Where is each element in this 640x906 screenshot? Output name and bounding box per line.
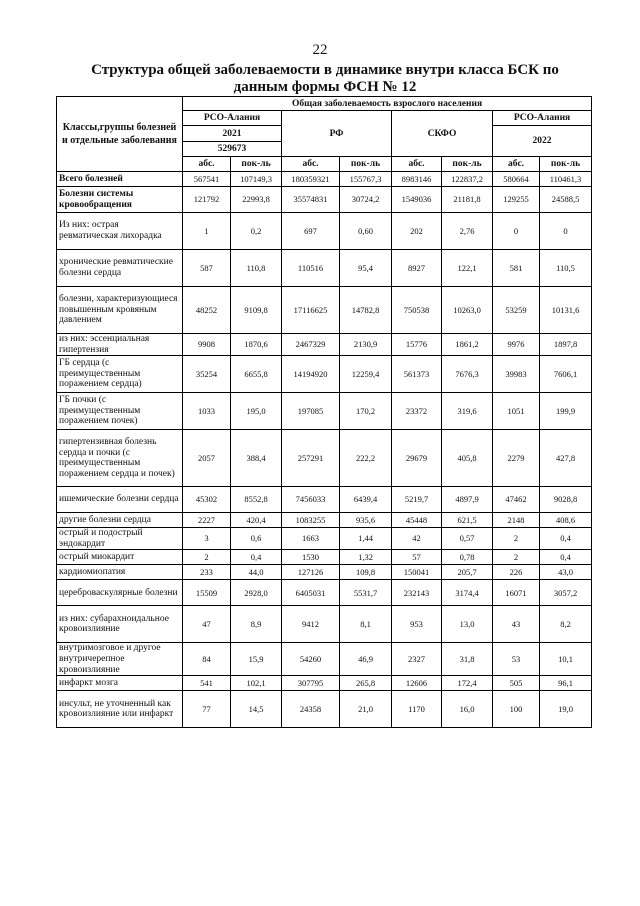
value-cell: 150041 (392, 565, 442, 580)
value-cell: 0,60 (340, 213, 392, 250)
value-cell: 0,4 (540, 550, 592, 565)
table-row (57, 393, 592, 430)
value-cell: 420,4 (231, 513, 282, 528)
value-cell: 9109,8 (231, 287, 282, 334)
row-label: ишемические болезни сердца (57, 487, 183, 513)
row-label: кардиомиопатия (57, 565, 183, 580)
value-cell: 10131,6 (540, 287, 592, 334)
value-cell: 48252 (183, 287, 231, 334)
value-cell: 567541 (183, 172, 231, 187)
value-cell: 697 (282, 213, 340, 250)
value-cell: 77 (183, 691, 231, 728)
table-row (57, 691, 592, 728)
value-cell: 2467329 (282, 334, 340, 356)
value-cell: 8983146 (392, 172, 442, 187)
table-row (57, 528, 592, 550)
value-cell: 6439,4 (340, 487, 392, 513)
table-row (57, 487, 592, 513)
row-label: Болезни системы кровообращения (57, 187, 183, 213)
value-cell: 121792 (183, 187, 231, 213)
value-cell: 226 (493, 565, 540, 580)
row-label: инфаркт мозга (57, 676, 183, 691)
value-cell: 21181,8 (442, 187, 493, 213)
value-cell: 1897,8 (540, 334, 592, 356)
value-cell: 3174,4 (442, 580, 493, 606)
header-abs: абс. (392, 157, 442, 172)
value-cell: 4897,9 (442, 487, 493, 513)
table-row (57, 213, 592, 250)
value-cell: 122837,2 (442, 172, 493, 187)
table-row (57, 334, 592, 356)
value-cell: 561373 (392, 356, 442, 393)
header-pok: пок-ль (540, 157, 592, 172)
value-cell: 47462 (493, 487, 540, 513)
value-cell: 102,1 (231, 676, 282, 691)
value-cell: 1,32 (340, 550, 392, 565)
value-cell: 122,1 (442, 250, 493, 287)
value-cell: 935,6 (340, 513, 392, 528)
value-cell: 1663 (282, 528, 340, 550)
value-cell: 39983 (493, 356, 540, 393)
value-cell: 170,2 (340, 393, 392, 430)
value-cell: 12259,4 (340, 356, 392, 393)
value-cell: 750538 (392, 287, 442, 334)
value-cell: 47 (183, 606, 231, 643)
value-cell: 319,6 (442, 393, 493, 430)
value-cell: 232143 (392, 580, 442, 606)
header-abs: абс. (183, 157, 231, 172)
value-cell: 1033 (183, 393, 231, 430)
value-cell: 43 (493, 606, 540, 643)
value-cell: 1051 (493, 393, 540, 430)
table-row (57, 606, 592, 643)
value-cell: 109,8 (340, 565, 392, 580)
value-cell: 30724,2 (340, 187, 392, 213)
value-cell: 54260 (282, 643, 340, 676)
value-cell: 45448 (392, 513, 442, 528)
value-cell: 505 (493, 676, 540, 691)
value-cell: 3 (183, 528, 231, 550)
value-cell: 1,44 (340, 528, 392, 550)
value-cell: 96,1 (540, 676, 592, 691)
table-body (57, 172, 592, 728)
value-cell: 0,57 (442, 528, 493, 550)
value-cell: 1083255 (282, 513, 340, 528)
table-row (57, 287, 592, 334)
value-cell: 53259 (493, 287, 540, 334)
value-cell: 46,9 (340, 643, 392, 676)
value-cell: 222,2 (340, 430, 392, 487)
value-cell: 129255 (493, 187, 540, 213)
value-cell: 580664 (493, 172, 540, 187)
row-label: Всего болезней (57, 172, 183, 187)
value-cell: 155767,3 (340, 172, 392, 187)
value-cell: 2928,0 (231, 580, 282, 606)
value-cell: 35574831 (282, 187, 340, 213)
row-label: другие болезни сердца (57, 513, 183, 528)
value-cell: 10263,0 (442, 287, 493, 334)
value-cell: 541 (183, 676, 231, 691)
row-label: внутримозговое и другое внутричерепное кровоизлияние (57, 643, 183, 676)
value-cell: 107149,3 (231, 172, 282, 187)
value-cell: 10,1 (540, 643, 592, 676)
value-cell: 205,7 (442, 565, 493, 580)
document-title (60, 62, 590, 96)
table-row (57, 580, 592, 606)
value-cell: 2327 (392, 643, 442, 676)
header-region-right: РСО-Алания (493, 111, 592, 126)
value-cell: 110461,3 (540, 172, 592, 187)
value-cell: 110516 (282, 250, 340, 287)
value-cell: 0,6 (231, 528, 282, 550)
header-skfo: СКФО (392, 111, 493, 157)
value-cell: 5219,7 (392, 487, 442, 513)
row-label: острый миокардит (57, 550, 183, 565)
row-label: хронические ревматические болезни сердца (57, 250, 183, 287)
value-cell: 95,4 (340, 250, 392, 287)
value-cell: 14,5 (231, 691, 282, 728)
value-cell: 2057 (183, 430, 231, 487)
header-pok: пок-ль (340, 157, 392, 172)
value-cell: 388,4 (231, 430, 282, 487)
value-cell: 2 (183, 550, 231, 565)
value-cell: 16,0 (442, 691, 493, 728)
value-cell: 307795 (282, 676, 340, 691)
header-abs: абс. (282, 157, 340, 172)
value-cell: 21,0 (340, 691, 392, 728)
value-cell: 17116625 (282, 287, 340, 334)
value-cell: 100 (493, 691, 540, 728)
table-row (57, 565, 592, 580)
value-cell: 405,8 (442, 430, 493, 487)
value-cell: 2 (493, 550, 540, 565)
header-rf: РФ (282, 111, 392, 157)
value-cell: 621,5 (442, 513, 493, 528)
value-cell: 6655,8 (231, 356, 282, 393)
value-cell: 427,8 (540, 430, 592, 487)
value-cell: 8927 (392, 250, 442, 287)
row-label: ГБ сердца (с преимущественным поражением сердца) (57, 356, 183, 393)
value-cell: 408,6 (540, 513, 592, 528)
header-region-left: РСО-Алания (183, 111, 282, 126)
header-pok: пок-ль (442, 157, 493, 172)
value-cell: 15776 (392, 334, 442, 356)
value-cell: 8552,8 (231, 487, 282, 513)
value-cell: 6405031 (282, 580, 340, 606)
table-row (57, 250, 592, 287)
table-row (57, 172, 592, 187)
value-cell: 180359321 (282, 172, 340, 187)
value-cell: 1870,6 (231, 334, 282, 356)
value-cell: 15,9 (231, 643, 282, 676)
header-year-right: 2022 (493, 126, 592, 157)
value-cell: 8,1 (340, 606, 392, 643)
table-row (57, 643, 592, 676)
header-pok: пок-ль (231, 157, 282, 172)
value-cell: 265,8 (340, 676, 392, 691)
header-group-title: Общая заболеваемость взрослого населения (183, 97, 592, 111)
value-cell: 13,0 (442, 606, 493, 643)
value-cell: 2130,9 (340, 334, 392, 356)
value-cell: 23372 (392, 393, 442, 430)
value-cell: 110,8 (231, 250, 282, 287)
value-cell: 16071 (493, 580, 540, 606)
morbidity-table (56, 96, 592, 728)
value-cell: 24588,5 (540, 187, 592, 213)
table-row (57, 187, 592, 213)
row-label: цереброваскулярные болезни (57, 580, 183, 606)
value-cell: 44,0 (231, 565, 282, 580)
value-cell: 31,8 (442, 643, 493, 676)
value-cell: 195,0 (231, 393, 282, 430)
value-cell: 45302 (183, 487, 231, 513)
value-cell: 15509 (183, 580, 231, 606)
value-cell: 43,0 (540, 565, 592, 580)
row-label: инсульт, не уточненный как кровоизлияние или инфаркт (57, 691, 183, 728)
value-cell: 581 (493, 250, 540, 287)
table-row (57, 513, 592, 528)
value-cell: 35254 (183, 356, 231, 393)
row-label: Из них: острая ревматическая лихорадка (57, 213, 183, 250)
row-label: ГБ почки (с преимущественным поражением почек) (57, 393, 183, 430)
value-cell: 2227 (183, 513, 231, 528)
value-cell: 2148 (493, 513, 540, 528)
table-row (57, 550, 592, 565)
value-cell: 0 (493, 213, 540, 250)
value-cell: 2279 (493, 430, 540, 487)
value-cell: 42 (392, 528, 442, 550)
value-cell: 9976 (493, 334, 540, 356)
value-cell: 0,2 (231, 213, 282, 250)
table-row (57, 356, 592, 393)
header-abs: абс. (493, 157, 540, 172)
value-cell: 29679 (392, 430, 442, 487)
value-cell: 1530 (282, 550, 340, 565)
value-cell: 9028,8 (540, 487, 592, 513)
value-cell: 0,4 (231, 550, 282, 565)
value-cell: 19,0 (540, 691, 592, 728)
title-line-1: Структура общей заболеваемости в динамике внутри класса БСК по (91, 62, 559, 78)
value-cell: 1549036 (392, 187, 442, 213)
value-cell: 0,78 (442, 550, 493, 565)
row-label: из них: эссенциальная гипертензия (57, 334, 183, 356)
table-row (57, 430, 592, 487)
value-cell: 5531,7 (340, 580, 392, 606)
value-cell: 199,9 (540, 393, 592, 430)
value-cell: 9412 (282, 606, 340, 643)
value-cell: 84 (183, 643, 231, 676)
value-cell: 8,2 (540, 606, 592, 643)
value-cell: 22993,8 (231, 187, 282, 213)
value-cell: 7606,1 (540, 356, 592, 393)
value-cell: 172,4 (442, 676, 493, 691)
value-cell: 24358 (282, 691, 340, 728)
row-label: острый и подострый эндокардит (57, 528, 183, 550)
value-cell: 12606 (392, 676, 442, 691)
table-header (57, 97, 592, 172)
value-cell: 587 (183, 250, 231, 287)
value-cell: 197085 (282, 393, 340, 430)
page-number: 22 (312, 42, 328, 58)
value-cell: 7456033 (282, 487, 340, 513)
value-cell: 3057,2 (540, 580, 592, 606)
value-cell: 57 (392, 550, 442, 565)
value-cell: 953 (392, 606, 442, 643)
value-cell: 7676,3 (442, 356, 493, 393)
value-cell: 9908 (183, 334, 231, 356)
header-year-left: 2021 (183, 126, 282, 142)
value-cell: 53 (493, 643, 540, 676)
value-cell: 202 (392, 213, 442, 250)
value-cell: 0 (540, 213, 592, 250)
value-cell: 14782,8 (340, 287, 392, 334)
title-line-2: данным формы ФСН № 12 (233, 79, 417, 95)
value-cell: 0,4 (540, 528, 592, 550)
value-cell: 8,9 (231, 606, 282, 643)
value-cell: 1861,2 (442, 334, 493, 356)
value-cell: 110,5 (540, 250, 592, 287)
value-cell: 233 (183, 565, 231, 580)
table-row (57, 676, 592, 691)
value-cell: 2 (493, 528, 540, 550)
value-cell: 1170 (392, 691, 442, 728)
header-corner-cell: Классы,группы болезней и отдельные заболевания (57, 97, 183, 172)
row-label: гипертензивная болезнь сердца и почки (с преимущественным поражением сердца и почек) (57, 430, 183, 487)
value-cell: 257291 (282, 430, 340, 487)
value-cell: 127126 (282, 565, 340, 580)
value-cell: 14194920 (282, 356, 340, 393)
header-population-left: 529673 (183, 142, 282, 157)
value-cell: 1 (183, 213, 231, 250)
row-label: из них: субарахноидальное кровоизлияние (57, 606, 183, 643)
value-cell: 2,76 (442, 213, 493, 250)
row-label: болезни, характеризующиеся повышенным кровяным давлением (57, 287, 183, 334)
